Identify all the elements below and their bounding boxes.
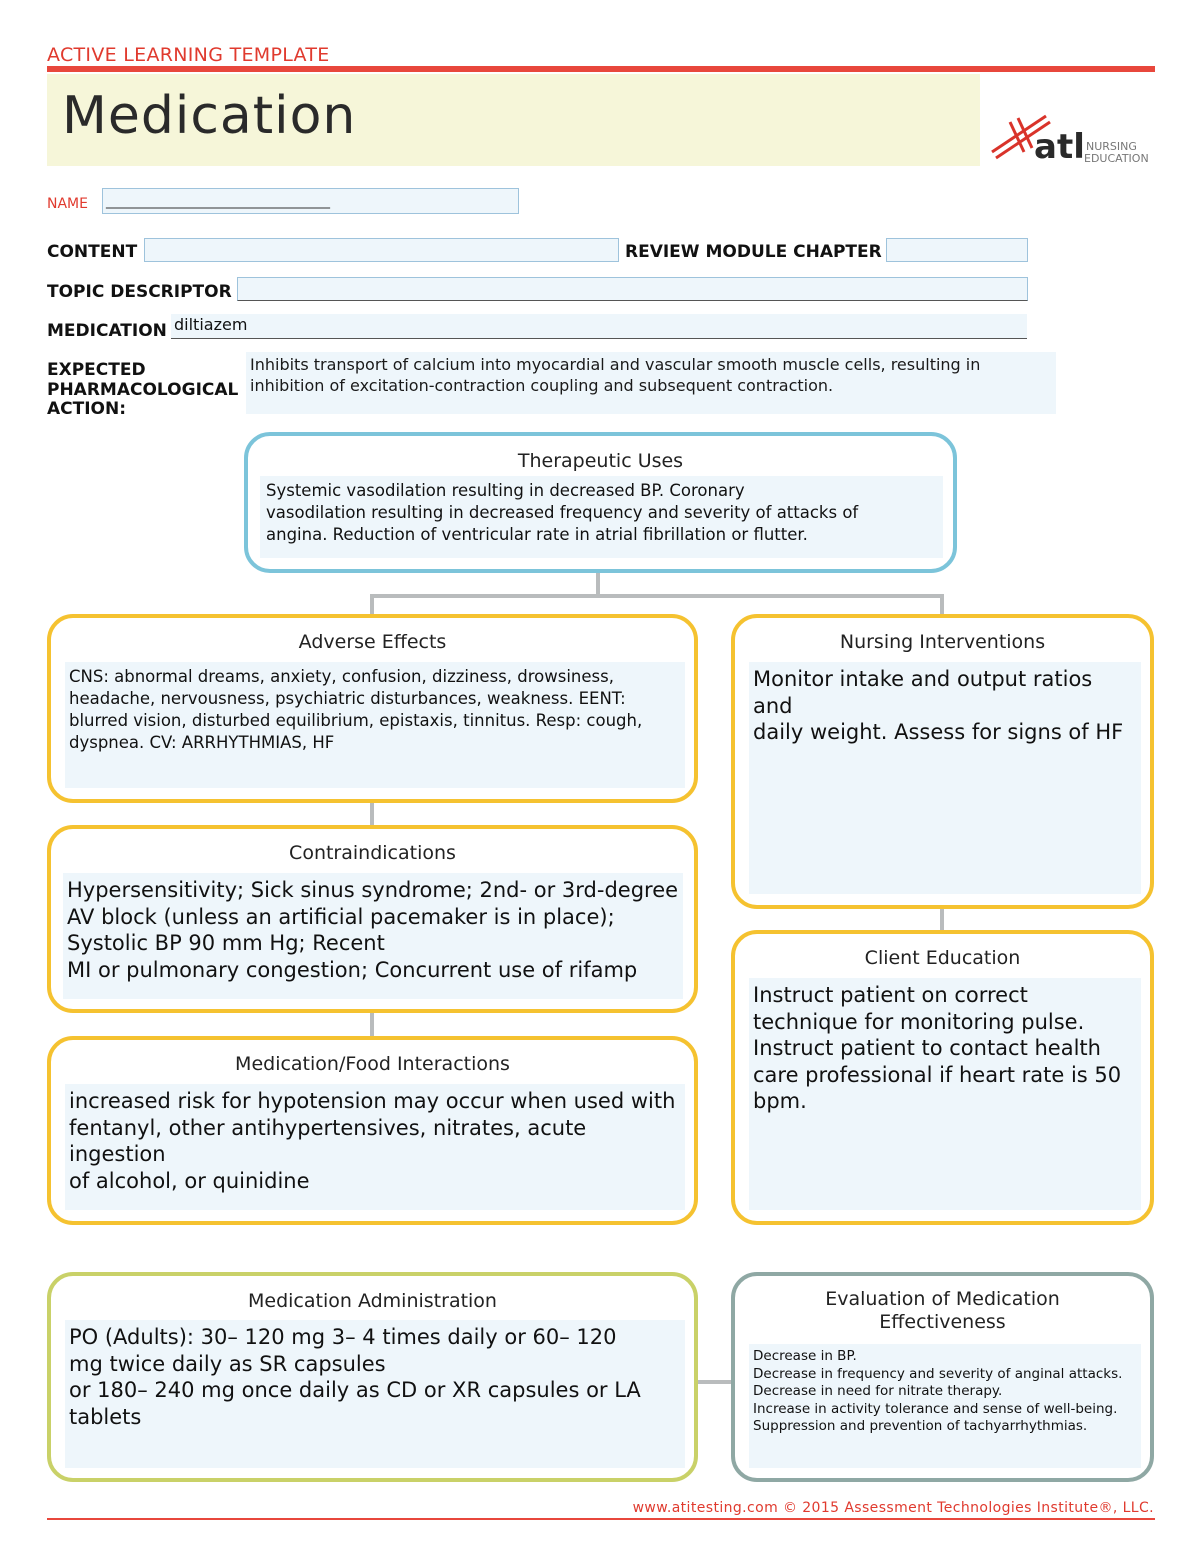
client-education-title: Client Education — [864, 947, 1021, 969]
nursing-interventions-title: Nursing Interventions — [839, 631, 1046, 653]
administration-box — [47, 1272, 698, 1482]
medication-field[interactable] — [171, 314, 1027, 339]
client-education-box — [731, 930, 1154, 1225]
therapeutic-uses-body[interactable]: Systemic vasodilation resulting in decreased BP. Coronary vasodilation resulting in decreased frequency and severity of attacks of angina. Reduction of ventricular rate in atrial fibrillation or flutter. — [260, 476, 943, 558]
ati-logo-icon — [988, 108, 1156, 168]
connector — [940, 594, 944, 616]
connector — [370, 802, 374, 826]
administration-body[interactable]: PO (Adults): 30– 120 mg 3– 4 times daily or 60– 120 mg twice daily as SR capsules or 180– 240 mg once daily as CD or XR capsules or LA tablets — [65, 1320, 685, 1468]
page-title: Medication — [62, 86, 357, 146]
evaluation-box — [731, 1272, 1154, 1482]
contraindications-title: Contraindications — [289, 842, 456, 864]
evaluation-body[interactable]: Decrease in BP. Decrease in frequency and severity of anginal attacks. Decrease in need for nitrate therapy. Increase in activity tolerance and sense of well-being. Suppression and prevention of tachyarrhythmias. — [749, 1344, 1141, 1468]
medication-label: MEDICATION — [47, 321, 167, 341]
adverse-effects-body[interactable]: CNS: abnormal dreams, anxiety, confusion, dizziness, drowsiness, headache, nervousness, psychiatric disturbances, weakness. EENT: blurred vision, disturbed equilibrium, epistaxis, tinnitus. Resp: cough, dyspnea. CV: ARRHYTHMIAS, HF — [65, 662, 685, 788]
client-education-body[interactable]: Instruct patient on correct technique for monitoring pulse. Instruct patient to contact health care professional if heart rate is 50 bpm. — [749, 978, 1141, 1210]
evaluation-title: Evaluation of Medication Effectiveness — [825, 1288, 1060, 1333]
administration-title: Medication Administration — [248, 1290, 497, 1312]
therapeutic-uses-box — [244, 432, 957, 573]
medication-value: diltiazem — [174, 315, 248, 334]
topic-field[interactable] — [237, 277, 1028, 301]
connector — [370, 594, 374, 616]
connector — [370, 1012, 374, 1036]
action-label: EXPECTED PHARMACOLOGICAL ACTION: — [47, 360, 239, 419]
template-label: ACTIVE LEARNING TEMPLATE — [47, 44, 330, 66]
name-value: ________________________________ — [106, 193, 330, 209]
logo-line2: EDUCATION — [1084, 152, 1149, 165]
chapter-field[interactable] — [886, 238, 1028, 262]
name-field[interactable] — [102, 188, 519, 214]
action-value: Inhibits transport of calcium into myocardial and vascular smooth muscle cells, resulting in inhibition of excitation-contraction coupling and subsequent contraction. — [250, 355, 981, 395]
interactions-title: Medication/Food Interactions — [235, 1053, 510, 1075]
connector — [596, 572, 600, 596]
adverse-effects-title: Adverse Effects — [298, 631, 447, 653]
contraindications-box — [47, 825, 698, 1013]
nursing-interventions-body[interactable]: Monitor intake and output ratios and daily weight. Assess for signs of HF — [749, 662, 1141, 894]
name-label: NAME — [47, 196, 88, 212]
interactions-box — [47, 1036, 698, 1225]
connector — [370, 594, 944, 598]
contraindications-body[interactable]: Hypersensitivity; Sick sinus syndrome; 2nd- or 3rd-degree AV block (unless an artificial pacemaker is in place); Systolic BP 90 mm Hg; Recent MI or pulmonary congestion; Concurrent use of rifamp — [63, 873, 683, 999]
header-rule — [47, 66, 1155, 72]
connector — [940, 908, 944, 932]
footer-text: www.atitesting.com © 2015 Assessment Technologies Institute®, LLC. — [632, 1500, 1154, 1516]
ati-logo — [988, 108, 1156, 168]
connector — [697, 1380, 733, 1384]
chapter-label: REVIEW MODULE CHAPTER — [625, 242, 882, 262]
topic-label: TOPIC DESCRIPTOR — [47, 282, 232, 302]
action-field[interactable] — [246, 352, 1056, 414]
adverse-effects-box — [47, 614, 698, 803]
content-field[interactable] — [144, 238, 619, 262]
therapeutic-uses-title: Therapeutic Uses — [517, 450, 684, 472]
interactions-body[interactable]: increased risk for hypotension may occur when used with fentanyl, other antihypertensives, nitrates, acute ingestion of alcohol, or quinidine — [65, 1084, 685, 1210]
logo-line1: NURSING — [1086, 140, 1137, 153]
content-label: CONTENT — [47, 242, 138, 262]
footer-rule — [47, 1518, 1155, 1520]
logo-mark: atl — [1034, 127, 1085, 167]
nursing-interventions-box — [731, 614, 1154, 909]
